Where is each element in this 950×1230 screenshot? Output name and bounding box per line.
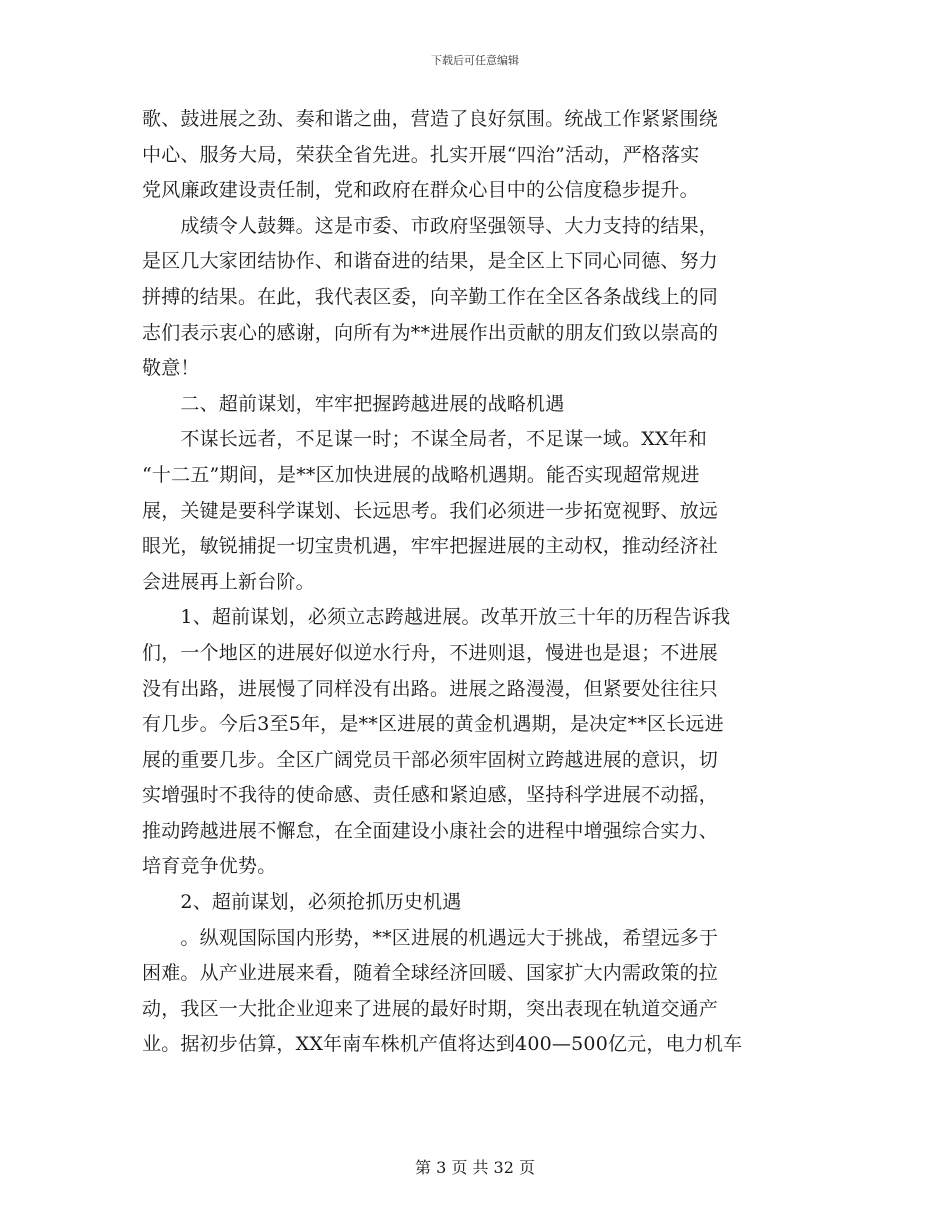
text-line: 不谋长远者，不足谋一时；不谋全局者，不足谋一域。XX年和 <box>142 428 708 451</box>
text-line: 。纵观国际国内形势，**区进展的机遇远大于挑战，希望远多于 <box>142 926 719 949</box>
text-line: 实增强时不我待的使命感、责任感和紧迫感，坚持科学进展不动摇， <box>142 784 719 807</box>
text-line: 困难。从产业进展来看，随着全球经济回暖、国家扩大内需政策的拉 <box>142 962 719 985</box>
document-body <box>142 102 810 1063</box>
page-header-note: 下载后可任意编辑 <box>431 54 519 67</box>
text-line: 有几步。今后3至5年，是**区进展的黄金机遇期，是决定**区长远进 <box>142 713 724 736</box>
text-line: 动，我区一大批企业迎来了进展的最好时期，突出表现在轨道交通产 <box>142 997 719 1020</box>
text-line: 志们表示衷心的感谢，向所有为**进展作出贡献的朋友们致以崇高的 <box>142 321 719 344</box>
page-footer-number: 第 3 页 共 32 页 <box>415 1158 535 1177</box>
text-line: 展，关键是要科学谋划、长远思考。我们必须进一步拓宽视野、放远 <box>142 499 719 522</box>
text-line: 眼光，敏锐捕捉一切宝贵机遇，牢牢把握进展的主动权，推动经济社 <box>142 535 719 558</box>
text-line: 展的重要几步。全区广阔党员干部必须牢固树立跨越进展的意识，切 <box>142 748 719 771</box>
text-line: 2、超前谋划，必须抢抓历史机遇 <box>142 891 462 914</box>
text-line: 拼搏的结果。在此，我代表区委，向辛勤工作在全区各条战线上的同 <box>142 285 719 308</box>
text-line: 党风廉政建设责任制，党和政府在群众心目中的公信度稳步提升。 <box>142 179 699 202</box>
text-line: 业。据初步估算，XX年南车株机产值将达到400—500亿元，电力机车 <box>142 1033 743 1056</box>
text-line: 推动跨越进展不懈怠，在全面建设小康社会的进程中增强综合实力、 <box>142 819 719 842</box>
text-line: 成绩令人鼓舞。这是市委、市政府坚强领导、大力支持的结果， <box>142 214 719 237</box>
text-line: 二、超前谋划，牢牢把握跨越进展的战略机遇 <box>142 392 565 415</box>
text-line: 会进展再上新台阶。 <box>142 570 315 593</box>
text-line: 没有出路，进展慢了同样没有出路。进展之路漫漫，但紧要处往往只 <box>142 677 719 700</box>
text-line: 培育竞争优势。 <box>142 855 277 878</box>
text-line: 敬意！ <box>142 357 200 380</box>
text-line: 歌、鼓进展之劲、奏和谐之曲，营造了良好氛围。统战工作紧紧围绕 <box>142 108 719 130</box>
text-line: “十二五”期间，是**区加快进展的战略机遇期。能否实现超常规进 <box>142 463 700 486</box>
text-line: 中心、服务大局，荣获全省先进。扎实开展“四治”活动，严格落实 <box>142 143 700 166</box>
text-line: 1、超前谋划，必须立志跨越进展。改革开放三十年的历程告诉我 <box>142 606 731 629</box>
text-line: 们，一个地区的进展好似逆水行舟，不进则退，慢进也是退；不进展 <box>142 641 719 664</box>
text-line: 是区几大家团结协作、和谐奋进的结果，是全区上下同心同德、努力 <box>142 250 719 273</box>
